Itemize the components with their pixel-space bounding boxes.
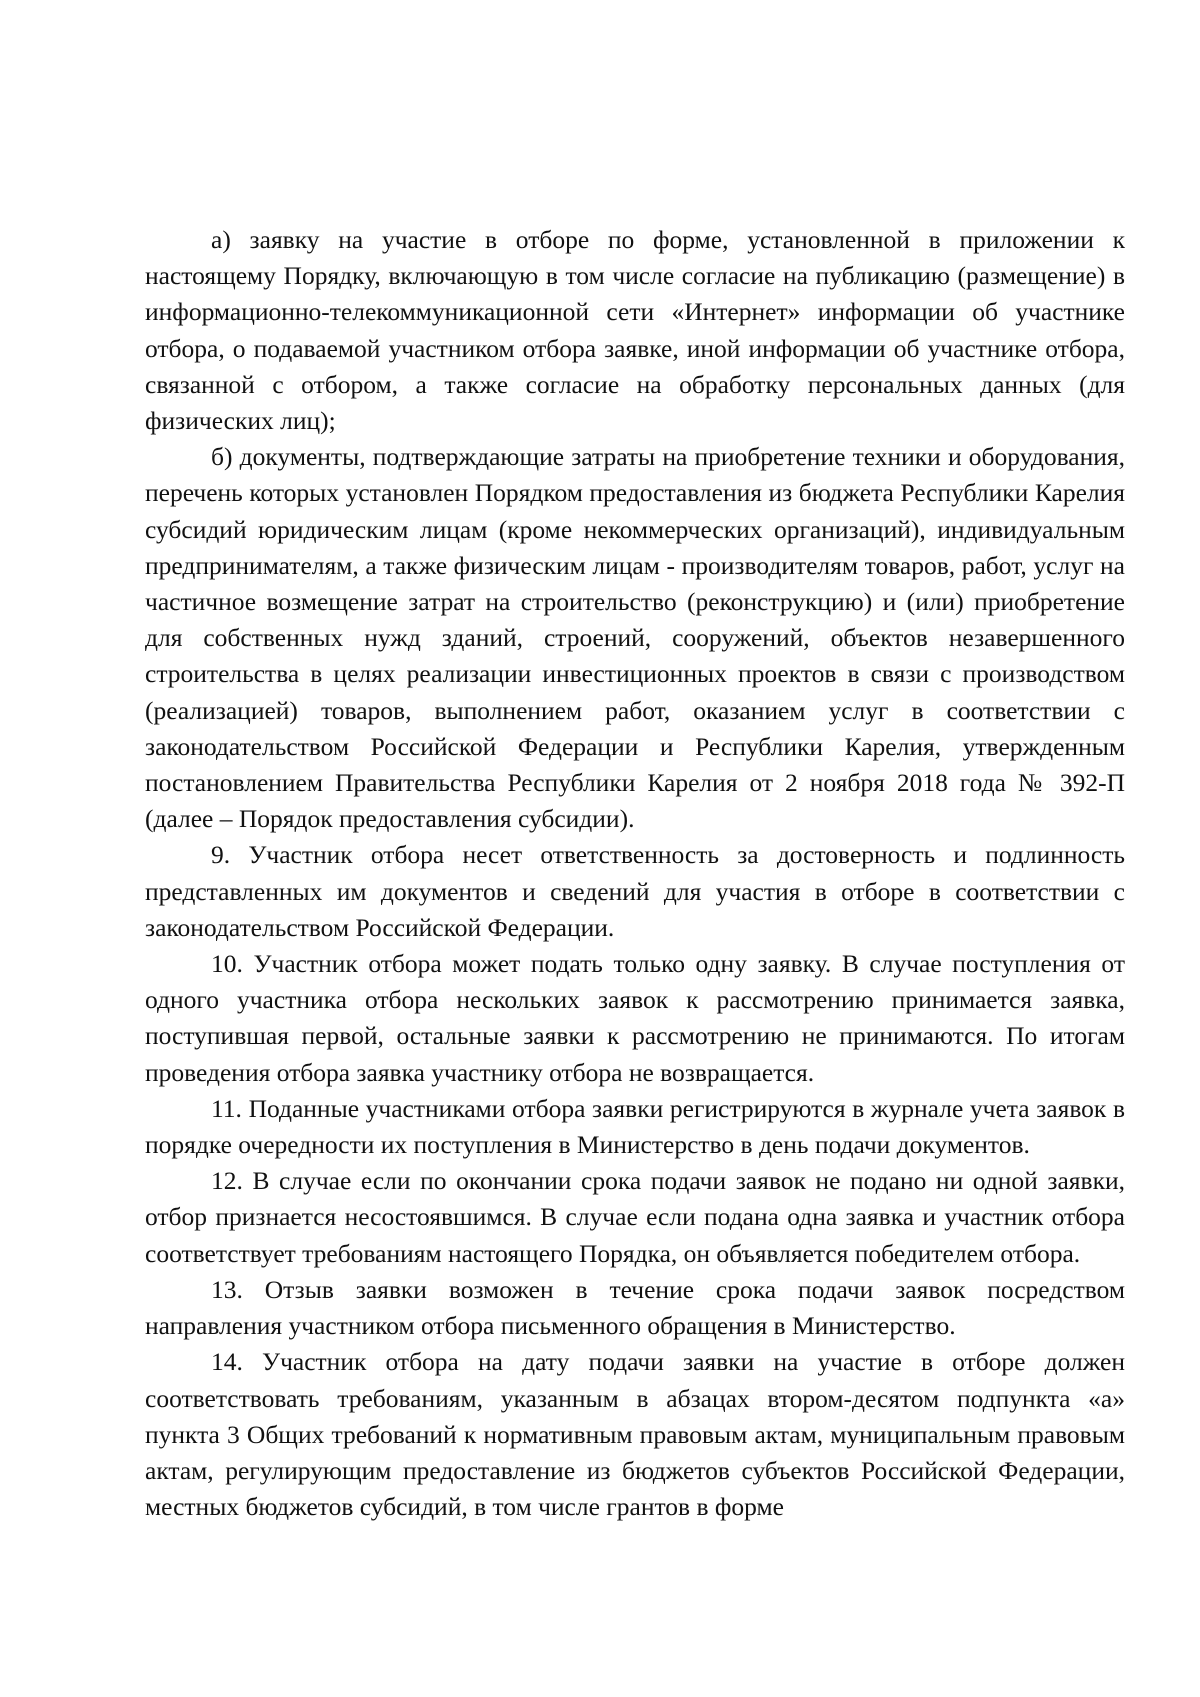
paragraph-a: а) заявку на участие в отборе по форме, установленной в приложении к настоящему Порядку, включающую в том числе согласие на публикацию (размещение) в информационно-телекоммуникационной сети «Интернет» информации об участнике отбора, о подаваемой участником отбора заявке, иной информации об участнике отбора, связанной с отбором, а также согласие на обработку персональных данных (для физических лиц);: [145, 225, 1125, 436]
document-body: [145, 222, 1125, 1525]
paragraph-14: 14. Участник отбора на дату подачи заявки на участие в отборе должен соответствовать требованиям, указанным в абзацах втором-десятом подпункта «а» пункта 3 Общих требований к нормативным правовым актам, муниципальным правовым актам, регулирующим предоставление из бюджетов субъектов Российской Федерации, местных бюджетов субсидий, в том числе грантов в форме: [145, 1347, 1125, 1522]
paragraph-11: 11. Поданные участниками отбора заявки регистрируются в журнале учета заявок в порядке очередности их поступления в Министерство в день подачи документов.: [145, 1093, 1125, 1160]
paragraph-9: 9. Участник отбора несет ответственность за достоверность и подлинность представленных им документов и сведений для участия в отборе в соответствии с законодательством Российской Федерации.: [145, 840, 1125, 942]
paragraph-13: 13. Отзыв заявки возможен в течение срока подачи заявок посредством направления участником отбора письменного обращения в Министерство.: [145, 1274, 1125, 1341]
paragraph-10: 10. Участник отбора может подать только одну заявку. В случае поступления от одного участника отбора нескольких заявок к рассмотрению принимается заявка, поступившая первой, остальные заявки к рассмотрению не принимаются. По итогам проведения отбора заявка участнику отбора не возвращается.: [145, 949, 1125, 1087]
paragraph-12: 12. В случае если по окончании срока подачи заявок не подано ни одной заявки, отбор признается несостоявшимся. В случае если подана одна заявка и участник отбора соответствует требованиям настоящего Порядка, он объявляется победителем отбора.: [145, 1166, 1125, 1268]
paragraph-b: б) документы, подтверждающие затраты на приобретение техники и оборудования, перечень которых установлен Порядком предоставления из бюджета Республики Карелия субсидий юридическим лицам (кроме некоммерческих организаций), индивидуальным предпринимателям, а также физическим лицам - производителям товаров, работ, услуг на частичное возмещение затрат на строительство (реконструкцию) и (или) приобретение для собственных нужд зданий, строений, сооружений, объектов незавершенного строительства в целях реализации инвестиционных проектов в связи с производством (реализацией) товаров, выполнением работ, оказанием услуг в соответствии с законодательством Российской Федерации и Республики Карелия, утвержденным постановлением Правительства Республики Карелия от 2 ноября 2018 года № 392-П (далее – Порядок предоставления субсидии).: [145, 442, 1125, 834]
